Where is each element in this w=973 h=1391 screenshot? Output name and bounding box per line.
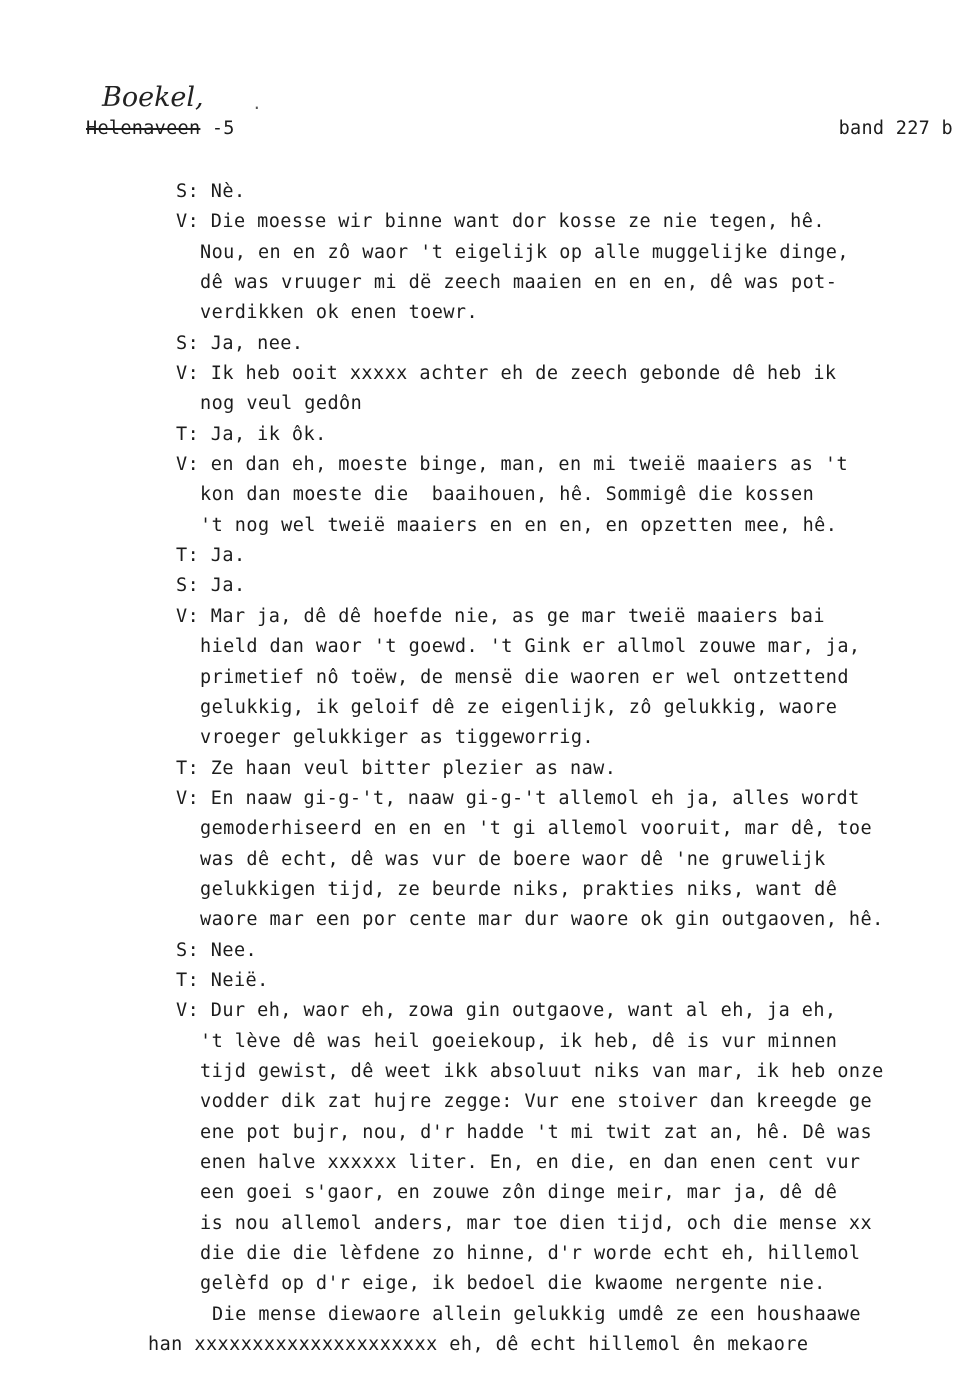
struck-place-name: Helenaveen	[86, 118, 201, 139]
line-text: verdikken ok enen toewr.	[200, 302, 479, 324]
line-text: vroeger gelukkiger as tiggeworrig.	[200, 727, 594, 749]
transcript-line	[176, 389, 966, 419]
speaker-label: V:	[176, 454, 200, 476]
line-text: Mar ja, dê dê hoefde nie, as ge mar tweië maaiers bai	[199, 605, 825, 627]
line-text: Neië.	[199, 969, 269, 991]
line-text: Nee.	[199, 939, 258, 961]
speaker-turn-line	[176, 754, 966, 784]
speaker-turn-line	[176, 541, 966, 571]
page-header-left	[86, 118, 235, 139]
line-text: was dê echt, dê was vur de boere waor dê 'ne gruwelijk	[200, 848, 826, 870]
speaker-label: S:	[176, 181, 200, 202]
transcript-line	[176, 1148, 966, 1178]
line-text: Ja, nee.	[199, 332, 304, 354]
transcript-line	[176, 814, 966, 844]
transcript-line	[176, 875, 966, 905]
line-text: dê was vruuger mi dë zeech maaien en en en, dê was pot-	[200, 272, 838, 294]
transcript-body	[148, 177, 966, 1360]
line-text: nog veul gedôn	[200, 393, 363, 415]
line-text: ene pot bujr, nou, d'r hadde 't mi twit zat an, hê. Dê was	[200, 1121, 873, 1143]
line-text: is nou allemol anders, mar toe dien tijd, och die mense xx	[200, 1212, 873, 1234]
line-text: waore mar een por cente mar dur waore ok gin outgaoven, hê.	[200, 909, 884, 931]
transcript-line	[176, 1178, 966, 1208]
speaker-turn-line	[176, 936, 966, 966]
transcript-line	[176, 723, 966, 753]
transcript-line	[176, 1057, 966, 1087]
line-text: gelèfd op d'r eige, ik bedoel die kwaome nergente nie.	[200, 1273, 826, 1295]
line-text: primetief nô toëw, de mensë die waoren er wel ontzettend	[200, 666, 849, 688]
page-number: -5	[200, 118, 235, 139]
transcript-line	[176, 1300, 966, 1330]
speaker-turn-line	[176, 571, 966, 601]
line-text: vodder dik zat hujre zegge: Vur ene stoiver dan kreegde ge	[200, 1091, 873, 1113]
line-text: Nè.	[199, 181, 246, 202]
band-label: band 227 b	[838, 118, 953, 139]
speaker-turn-line	[176, 784, 966, 814]
line-text: gemoderhiseerd en en en 't gi allemol vooruit, mar dê, toe	[200, 818, 873, 840]
transcript-line	[176, 1269, 966, 1299]
speaker-label: T:	[176, 969, 200, 991]
transcript-line	[148, 1330, 966, 1360]
transcript-line	[176, 905, 966, 935]
speaker-label: T:	[176, 757, 200, 779]
line-text: die die die lèfdene zo hinne, d'r worde echt eh, hillemol	[200, 1243, 861, 1265]
line-text: kon dan moeste die baaihouen, hê. Sommigê die kossen	[200, 484, 815, 506]
speaker-label: T:	[176, 423, 200, 445]
line-text: gelukkig, ik geloif dê ze eigenlijk, zô gelukkig, waore	[200, 696, 838, 718]
speaker-turn-line	[176, 450, 966, 480]
line-text: Nou, en en zô waor 't eigelijk op alle muggelijke dinge,	[200, 241, 849, 263]
speaker-turn-line	[176, 177, 966, 207]
transcript-line	[176, 1118, 966, 1148]
transcript-line	[176, 238, 966, 268]
transcript-line	[176, 480, 966, 510]
line-text: han xxxxxxxxxxxxxxxxxxxxx eh, dê echt hillemol ên mekaore	[148, 1334, 809, 1356]
speaker-label: V:	[176, 211, 200, 233]
transcript-line	[176, 1209, 966, 1239]
speaker-turn-line	[176, 359, 966, 389]
line-text: Ja.	[199, 575, 246, 597]
speaker-label: V:	[176, 605, 200, 627]
line-text: hield dan waor 't goewd. 't Gink er allmol zouwe mar, ja,	[200, 636, 861, 658]
pen-mark: .	[252, 94, 262, 113]
speaker-label: V:	[176, 363, 200, 385]
line-text: Ja, ik ôk.	[199, 423, 327, 445]
line-text: Die moesse wir binne want dor kosse ze nie tegen, hê.	[199, 211, 825, 233]
line-text: Ik heb ooit xxxxx achter eh de zeech gebonde dê heb ik	[199, 363, 837, 385]
transcript-line	[176, 845, 966, 875]
line-text: En naaw gi-g-'t, naaw gi-g-'t allemol eh ja, alles wordt	[199, 787, 860, 809]
line-text: tijd gewist, dê weet ikk absoluut niks van mar, ik heb onze	[200, 1060, 884, 1082]
transcript-line	[176, 511, 966, 541]
speaker-label: V:	[176, 1000, 200, 1022]
line-text: Ja.	[199, 545, 246, 567]
transcript-line	[176, 298, 966, 328]
line-text: Dur eh, waor eh, zowa gin outgaove, want al eh, ja eh,	[199, 1000, 837, 1022]
transcript-line	[176, 1027, 966, 1057]
line-text: gelukkigen tijd, ze beurde niks, prakties niks, want dê	[200, 878, 838, 900]
speaker-label: S:	[176, 332, 200, 354]
speaker-label: T:	[176, 545, 200, 567]
line-text: Die mense diewaore allein gelukkig umdê ze een houshaawe	[212, 1303, 861, 1325]
line-text: een goei s'gaor, en zouwe zôn dinge meir, mar ja, dê dê	[200, 1182, 838, 1204]
transcript-line	[176, 1239, 966, 1269]
line-text: en dan eh, moeste binge, man, en mi tweië maaiers as 't	[199, 454, 849, 476]
speaker-turn-line	[176, 420, 966, 450]
line-text: enen halve xxxxxx liter. En, en die, en dan enen cent vur	[200, 1152, 861, 1173]
transcript-line	[176, 1087, 966, 1117]
speaker-label: V:	[176, 787, 200, 809]
speaker-turn-line	[176, 996, 966, 1026]
transcript-line	[176, 268, 966, 298]
speaker-turn-line	[176, 602, 966, 632]
line-text: 't nog wel tweië maaiers en en en, en opzetten mee, hê.	[200, 514, 838, 536]
line-text: Ze haan veul bitter plezier as naw.	[199, 757, 617, 779]
line-text: 't lève dê was heil goeiekoup, ik heb, dê is vur minnen	[200, 1030, 838, 1052]
transcript-line	[176, 632, 966, 662]
speaker-label: S:	[176, 939, 200, 961]
speaker-turn-line	[176, 966, 966, 996]
speaker-label: S:	[176, 575, 200, 597]
handwritten-name: Boekel,	[102, 82, 204, 113]
transcript-line	[176, 693, 966, 723]
speaker-turn-line	[176, 329, 966, 359]
transcript-line	[176, 663, 966, 693]
speaker-turn-line	[176, 207, 966, 237]
